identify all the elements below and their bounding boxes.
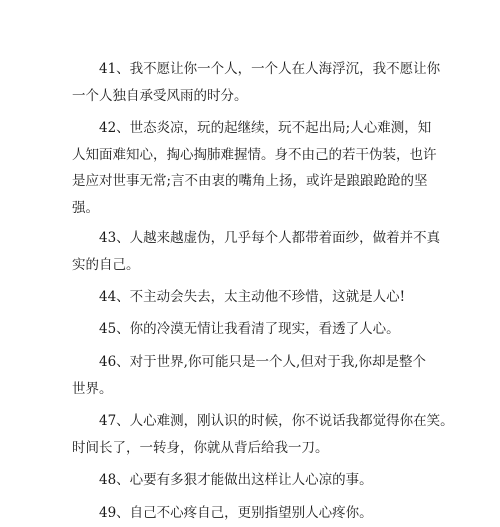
paragraph-line: 48、心要有多狠才能做出这样让人心凉的事。 [99, 472, 373, 488]
paragraph-line: 时间长了，一转身，你就从背后给我一刀。 [72, 439, 329, 456]
paragraph-line: 42、世态炎凉，玩的起继续，玩不起出局;人心难测，知 [99, 120, 432, 136]
paragraph-line: 44、不主动会失去，太主动他不珍惜，这就是人心! [99, 289, 406, 305]
paragraph-line: 47、人心难测，刚认识的时候，你不说话我都觉得你在笑。 [99, 413, 454, 429]
paragraph-line: 46、对于世界,你可能只是一个人,但对于我,你却是整个 [99, 354, 427, 370]
paragraph-48 [72, 467, 440, 494]
paragraph-43 [72, 225, 440, 278]
paragraph-47 [72, 408, 454, 461]
paragraph-line: 45、你的冷漠无情让我看清了现实，看透了人心。 [99, 321, 400, 337]
paragraph-line: 强。 [72, 199, 99, 216]
paragraph-42 [72, 115, 440, 221]
paragraph-line: 世界。 [72, 380, 113, 397]
paragraph-46 [72, 349, 440, 402]
paragraph-45 [72, 316, 440, 343]
paragraph-44 [72, 284, 440, 311]
paragraph-line: 是应对世事无常;言不由衷的嘴角上扬，或许是踉踉跄跄的坚 [72, 173, 428, 189]
paragraph-41 [72, 56, 440, 109]
paragraph-line: 实的自己。 [72, 256, 140, 273]
paragraph-49 [72, 500, 440, 527]
paragraph-line: 41、我不愿让你一个人，一个人在人海浮沉，我不愿让你 [99, 61, 441, 77]
paragraph-line: 43、人越来越虚伪，几乎每个人都带着面纱，做着并不真 [99, 230, 441, 246]
paragraph-line: 一个人独自承受风雨的时分。 [72, 87, 248, 104]
paragraph-line: 人知面难知心，掏心掏肺难握情。身不由己的若干伪装，也许 [72, 146, 437, 163]
paragraph-line: 49、自己不心疼自己，更别指望别人心疼你。 [99, 505, 373, 521]
